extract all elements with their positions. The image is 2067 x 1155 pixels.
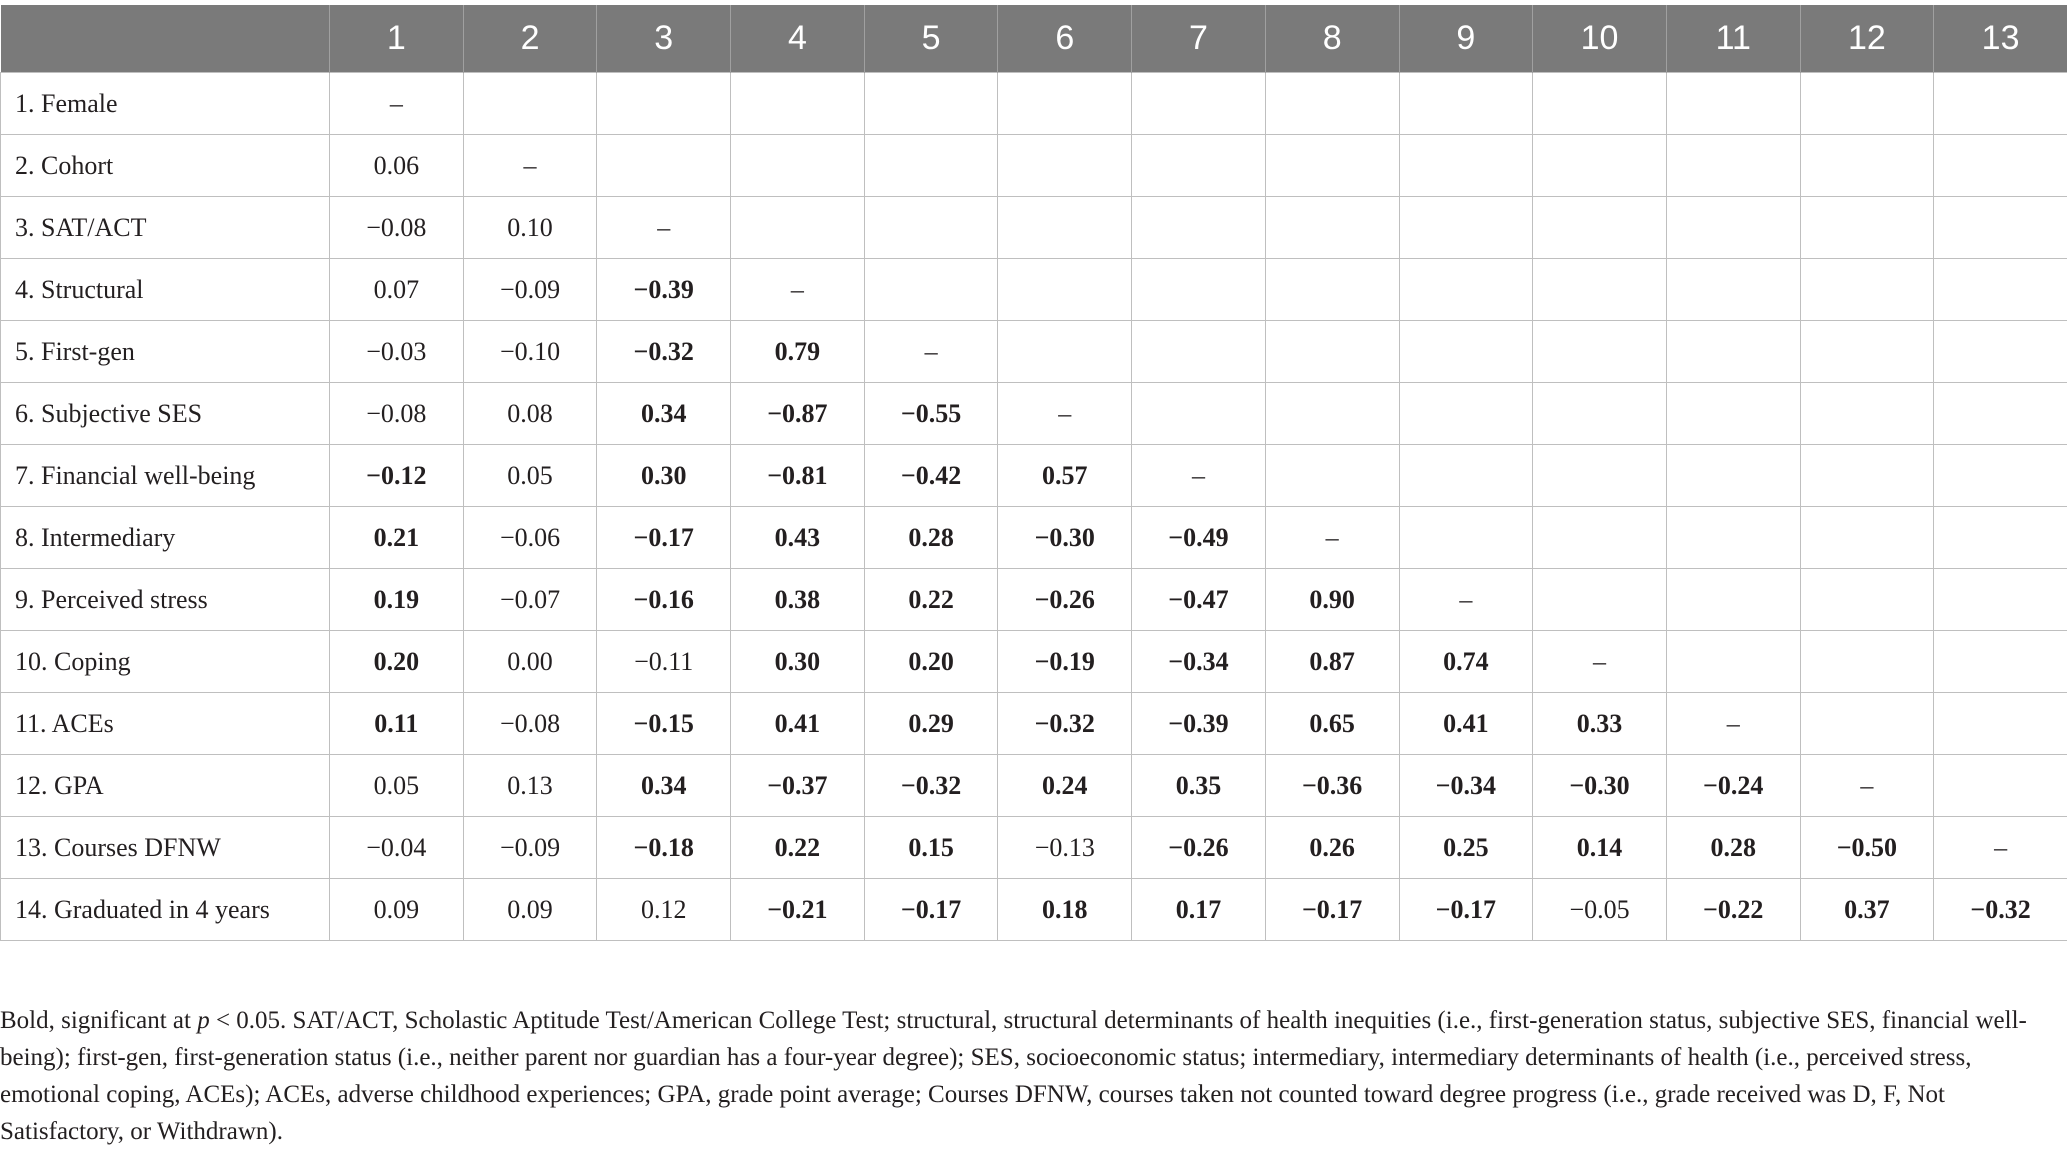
empty-cell xyxy=(1132,259,1266,321)
correlation-cell: −0.34 xyxy=(1132,631,1266,693)
empty-cell xyxy=(1265,445,1399,507)
table-row xyxy=(1,383,2067,445)
column-header-5: 5 xyxy=(864,5,998,73)
empty-cell xyxy=(1666,383,1800,445)
correlation-cell: 0.41 xyxy=(1399,693,1533,755)
empty-cell xyxy=(1934,631,2067,693)
correlation-cell: – xyxy=(998,383,1132,445)
correlation-cell: – xyxy=(1800,755,1934,817)
correlation-cell: 0.18 xyxy=(998,879,1132,941)
table-row xyxy=(1,197,2067,259)
empty-cell xyxy=(1265,321,1399,383)
correlation-cell: −0.13 xyxy=(998,817,1132,879)
empty-cell xyxy=(1399,507,1533,569)
column-header-3: 3 xyxy=(597,5,731,73)
empty-cell xyxy=(1800,135,1934,197)
correlation-cell: 0.34 xyxy=(597,383,731,445)
column-header-4: 4 xyxy=(731,5,865,73)
empty-cell xyxy=(1533,73,1667,135)
row-label: 9. Perceived stress xyxy=(1,569,330,631)
correlation-cell: −0.09 xyxy=(463,259,597,321)
table-row xyxy=(1,755,2067,817)
empty-cell xyxy=(1132,73,1266,135)
correlation-cell: 0.43 xyxy=(731,507,865,569)
correlation-cell: 0.10 xyxy=(463,197,597,259)
empty-cell xyxy=(998,73,1132,135)
empty-cell xyxy=(1800,631,1934,693)
correlation-cell: −0.39 xyxy=(1132,693,1266,755)
correlation-cell: 0.35 xyxy=(1132,755,1266,817)
empty-cell xyxy=(1265,383,1399,445)
empty-cell xyxy=(1399,259,1533,321)
correlation-cell: 0.30 xyxy=(731,631,865,693)
empty-cell xyxy=(1800,569,1934,631)
correlation-cell: 0.07 xyxy=(330,259,464,321)
empty-cell xyxy=(864,135,998,197)
correlation-cell: – xyxy=(1934,817,2067,879)
row-label: 6. Subjective SES xyxy=(1,383,330,445)
column-header-2: 2 xyxy=(463,5,597,73)
empty-cell xyxy=(1934,445,2067,507)
correlation-cell: 0.28 xyxy=(1666,817,1800,879)
table-row xyxy=(1,259,2067,321)
header-corner xyxy=(1,5,330,73)
empty-cell xyxy=(1666,569,1800,631)
empty-cell xyxy=(1934,755,2067,817)
correlation-cell: −0.07 xyxy=(463,569,597,631)
empty-cell xyxy=(1399,197,1533,259)
correlation-cell: 0.22 xyxy=(731,817,865,879)
correlation-cell: 0.21 xyxy=(330,507,464,569)
empty-cell xyxy=(1533,135,1667,197)
correlation-cell: 0.08 xyxy=(463,383,597,445)
empty-cell xyxy=(1934,73,2067,135)
correlation-cell: −0.12 xyxy=(330,445,464,507)
empty-cell xyxy=(998,321,1132,383)
correlation-cell: 0.11 xyxy=(330,693,464,755)
empty-cell xyxy=(1132,135,1266,197)
correlation-cell: −0.17 xyxy=(597,507,731,569)
correlation-cell: 0.41 xyxy=(731,693,865,755)
empty-cell xyxy=(1399,321,1533,383)
column-header-13: 13 xyxy=(1934,5,2067,73)
correlation-cell: 0.20 xyxy=(330,631,464,693)
correlation-cell: −0.32 xyxy=(597,321,731,383)
empty-cell xyxy=(1934,383,2067,445)
correlation-cell: −0.06 xyxy=(463,507,597,569)
empty-cell xyxy=(864,73,998,135)
row-label: 7. Financial well-being xyxy=(1,445,330,507)
correlation-cell: −0.37 xyxy=(731,755,865,817)
correlation-cell: 0.25 xyxy=(1399,817,1533,879)
empty-cell xyxy=(1666,135,1800,197)
empty-cell xyxy=(1666,73,1800,135)
correlation-cell: 0.87 xyxy=(1265,631,1399,693)
correlation-cell: 0.29 xyxy=(864,693,998,755)
table-row xyxy=(1,445,2067,507)
correlation-cell: −0.87 xyxy=(731,383,865,445)
empty-cell xyxy=(1800,507,1934,569)
correlation-cell: −0.49 xyxy=(1132,507,1266,569)
column-header-12: 12 xyxy=(1800,5,1934,73)
empty-cell xyxy=(1800,259,1934,321)
empty-cell xyxy=(1533,445,1667,507)
empty-cell xyxy=(1934,569,2067,631)
column-header-10: 10 xyxy=(1533,5,1667,73)
correlation-cell: −0.15 xyxy=(597,693,731,755)
correlation-cell: −0.32 xyxy=(1934,879,2067,941)
correlation-cell: – xyxy=(1132,445,1266,507)
correlation-cell: – xyxy=(597,197,731,259)
correlation-cell: 0.90 xyxy=(1265,569,1399,631)
correlation-cell: – xyxy=(330,73,464,135)
correlation-cell: 0.33 xyxy=(1533,693,1667,755)
column-header-7: 7 xyxy=(1132,5,1266,73)
row-label: 14. Graduated in 4 years xyxy=(1,879,330,941)
correlation-cell: −0.11 xyxy=(597,631,731,693)
correlation-cell: −0.50 xyxy=(1800,817,1934,879)
empty-cell xyxy=(998,135,1132,197)
column-header-8: 8 xyxy=(1265,5,1399,73)
correlation-cell: 0.17 xyxy=(1132,879,1266,941)
empty-cell xyxy=(1666,259,1800,321)
correlation-cell: 0.79 xyxy=(731,321,865,383)
row-label: 1. Female xyxy=(1,73,330,135)
correlation-cell: 0.74 xyxy=(1399,631,1533,693)
correlation-cell: −0.08 xyxy=(330,383,464,445)
row-label: 13. Courses DFNW xyxy=(1,817,330,879)
table-row xyxy=(1,321,2067,383)
correlation-cell: −0.10 xyxy=(463,321,597,383)
table-row xyxy=(1,135,2067,197)
column-header-6: 6 xyxy=(998,5,1132,73)
empty-cell xyxy=(1399,383,1533,445)
empty-cell xyxy=(1666,197,1800,259)
correlation-cell: −0.55 xyxy=(864,383,998,445)
empty-cell xyxy=(597,73,731,135)
empty-cell xyxy=(731,135,865,197)
correlation-cell: −0.47 xyxy=(1132,569,1266,631)
empty-cell xyxy=(1533,383,1667,445)
correlation-cell: −0.39 xyxy=(597,259,731,321)
empty-cell xyxy=(1533,259,1667,321)
empty-cell xyxy=(1666,445,1800,507)
empty-cell xyxy=(1265,135,1399,197)
correlation-cell: −0.19 xyxy=(998,631,1132,693)
empty-cell xyxy=(1265,197,1399,259)
correlation-cell: −0.03 xyxy=(330,321,464,383)
row-label: 11. ACEs xyxy=(1,693,330,755)
empty-cell xyxy=(1399,135,1533,197)
correlation-cell: −0.34 xyxy=(1399,755,1533,817)
empty-cell xyxy=(1800,383,1934,445)
empty-cell xyxy=(1533,321,1667,383)
correlation-cell: – xyxy=(1399,569,1533,631)
correlation-cell: −0.26 xyxy=(1132,817,1266,879)
empty-cell xyxy=(1533,569,1667,631)
correlation-cell: −0.17 xyxy=(864,879,998,941)
empty-cell xyxy=(1533,197,1667,259)
correlation-cell: 0.28 xyxy=(864,507,998,569)
empty-cell xyxy=(1934,321,2067,383)
table-row xyxy=(1,507,2067,569)
correlation-cell: 0.05 xyxy=(330,755,464,817)
correlation-cell: −0.32 xyxy=(864,755,998,817)
table-body xyxy=(1,73,2067,941)
table-row xyxy=(1,817,2067,879)
correlation-cell: −0.24 xyxy=(1666,755,1800,817)
correlation-cell: – xyxy=(731,259,865,321)
correlation-cell: 0.19 xyxy=(330,569,464,631)
table-row xyxy=(1,631,2067,693)
empty-cell xyxy=(1934,197,2067,259)
row-label: 5. First-gen xyxy=(1,321,330,383)
empty-cell xyxy=(1399,445,1533,507)
empty-cell xyxy=(1132,383,1266,445)
correlation-cell: 0.14 xyxy=(1533,817,1667,879)
empty-cell xyxy=(731,73,865,135)
row-label: 10. Coping xyxy=(1,631,330,693)
footnote-lead: Bold, significant at xyxy=(0,1007,198,1034)
correlation-cell: −0.21 xyxy=(731,879,865,941)
correlation-cell: 0.22 xyxy=(864,569,998,631)
table-row xyxy=(1,879,2067,941)
correlation-cell: −0.08 xyxy=(330,197,464,259)
empty-cell xyxy=(864,197,998,259)
empty-cell xyxy=(1399,73,1533,135)
empty-cell xyxy=(731,197,865,259)
correlation-cell: −0.42 xyxy=(864,445,998,507)
correlation-cell: −0.18 xyxy=(597,817,731,879)
correlation-cell: 0.34 xyxy=(597,755,731,817)
empty-cell xyxy=(864,259,998,321)
empty-cell xyxy=(1666,507,1800,569)
empty-cell xyxy=(1800,197,1934,259)
empty-cell xyxy=(1934,259,2067,321)
empty-cell xyxy=(998,259,1132,321)
correlation-cell: −0.16 xyxy=(597,569,731,631)
empty-cell xyxy=(597,135,731,197)
correlation-cell: −0.04 xyxy=(330,817,464,879)
empty-cell xyxy=(1265,259,1399,321)
correlation-cell: 0.26 xyxy=(1265,817,1399,879)
empty-cell xyxy=(1666,631,1800,693)
correlation-cell: −0.81 xyxy=(731,445,865,507)
empty-cell xyxy=(1800,73,1934,135)
column-header-11: 11 xyxy=(1666,5,1800,73)
correlation-cell: −0.30 xyxy=(1533,755,1667,817)
correlation-cell: 0.13 xyxy=(463,755,597,817)
table-footnote xyxy=(0,1002,2060,1150)
correlation-cell: 0.24 xyxy=(998,755,1132,817)
empty-cell xyxy=(1533,507,1667,569)
empty-cell xyxy=(1934,135,2067,197)
correlation-cell: 0.57 xyxy=(998,445,1132,507)
correlation-cell: – xyxy=(1533,631,1667,693)
correlation-cell: −0.17 xyxy=(1399,879,1533,941)
correlation-cell: −0.05 xyxy=(1533,879,1667,941)
empty-cell xyxy=(1132,197,1266,259)
correlation-cell: 0.05 xyxy=(463,445,597,507)
correlation-cell: 0.15 xyxy=(864,817,998,879)
header-row xyxy=(1,5,2067,73)
row-label: 8. Intermediary xyxy=(1,507,330,569)
row-label: 4. Structural xyxy=(1,259,330,321)
correlation-cell: 0.12 xyxy=(597,879,731,941)
table-row xyxy=(1,73,2067,135)
correlation-cell: – xyxy=(1666,693,1800,755)
correlation-cell: 0.65 xyxy=(1265,693,1399,755)
correlation-cell: 0.20 xyxy=(864,631,998,693)
row-label: 12. GPA xyxy=(1,755,330,817)
correlation-cell: – xyxy=(463,135,597,197)
correlation-cell: −0.09 xyxy=(463,817,597,879)
table-row xyxy=(1,569,2067,631)
empty-cell xyxy=(1666,321,1800,383)
empty-cell xyxy=(1934,507,2067,569)
empty-cell xyxy=(1800,445,1934,507)
correlation-table xyxy=(0,5,2067,941)
column-header-1: 1 xyxy=(330,5,464,73)
correlation-cell: −0.30 xyxy=(998,507,1132,569)
correlation-cell: 0.06 xyxy=(330,135,464,197)
correlation-cell: – xyxy=(1265,507,1399,569)
empty-cell xyxy=(1800,693,1934,755)
table-row xyxy=(1,693,2067,755)
correlation-cell: 0.30 xyxy=(597,445,731,507)
correlation-cell: −0.17 xyxy=(1265,879,1399,941)
empty-cell xyxy=(998,197,1132,259)
footnote-text: < 0.05. SAT/ACT, Scholastic Aptitude Test/American College Test; structural, structural determinants of health inequities (i.e., first-generation status, subjective SES, financial well-being); first-gen, first-generation status (i.e., neither parent nor guardian has a four-year degree); SES, socioeconomic status; intermediary, intermediary determinants of health (i.e., perceived stress, emotional coping, ACEs); ACEs, adverse childhood experiences; GPA, grade point average; Courses DFNW, courses taken not counted toward degree progress (i.e., grade received was D, F, Not Satisfactory, or Withdrawn). xyxy=(0,1007,2027,1145)
row-label: 3. SAT/ACT xyxy=(1,197,330,259)
empty-cell xyxy=(1132,321,1266,383)
empty-cell xyxy=(1800,321,1934,383)
footnote-p-symbol: p xyxy=(197,1007,210,1034)
empty-cell xyxy=(1934,693,2067,755)
correlation-cell: 0.00 xyxy=(463,631,597,693)
correlation-cell: 0.09 xyxy=(463,879,597,941)
empty-cell xyxy=(463,73,597,135)
correlation-cell: −0.32 xyxy=(998,693,1132,755)
correlation-cell: – xyxy=(864,321,998,383)
correlation-cell: −0.36 xyxy=(1265,755,1399,817)
correlation-cell: 0.09 xyxy=(330,879,464,941)
correlation-cell: −0.22 xyxy=(1666,879,1800,941)
column-header-9: 9 xyxy=(1399,5,1533,73)
row-label: 2. Cohort xyxy=(1,135,330,197)
empty-cell xyxy=(1265,73,1399,135)
correlation-cell: 0.38 xyxy=(731,569,865,631)
correlation-cell: 0.37 xyxy=(1800,879,1934,941)
correlation-cell: −0.08 xyxy=(463,693,597,755)
correlation-cell: −0.26 xyxy=(998,569,1132,631)
